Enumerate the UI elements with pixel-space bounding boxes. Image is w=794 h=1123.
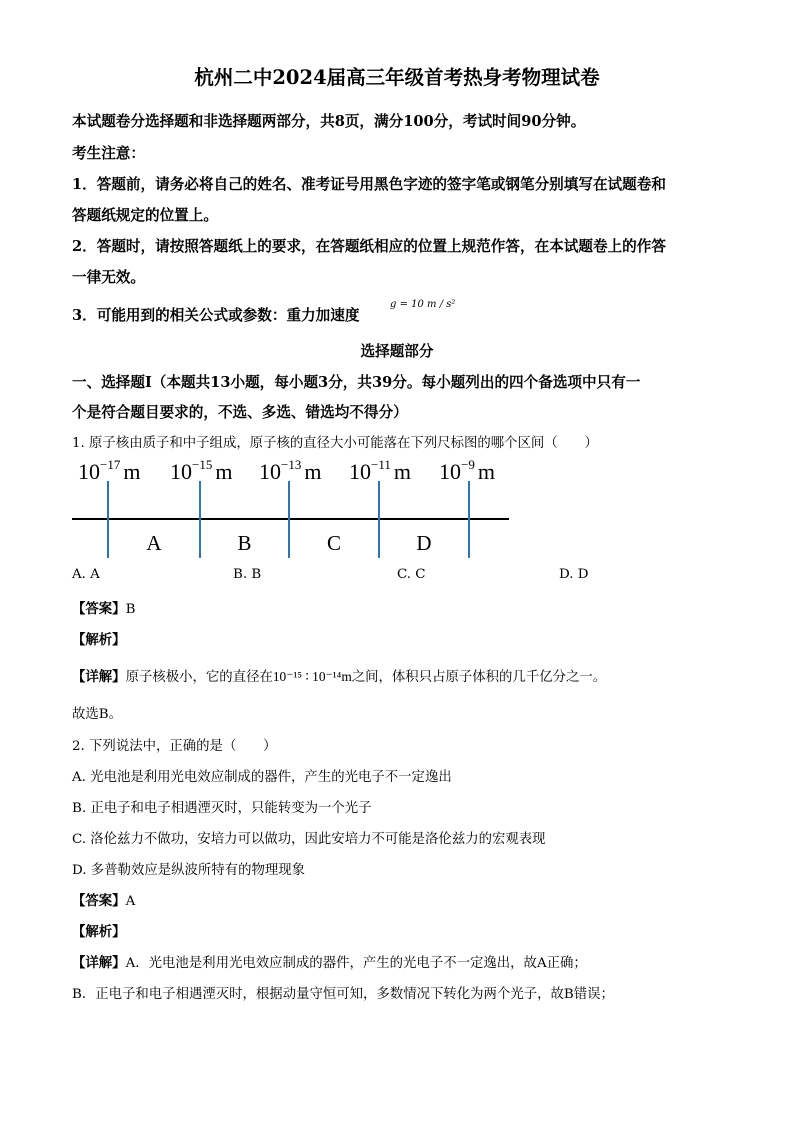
answer-tag: 【答案】: [72, 893, 126, 909]
q2-answer-value: A: [125, 894, 136, 909]
q1-option-a[interactable]: A. A: [72, 567, 100, 582]
scale-tick-label: $10^{-9}$ m: [439, 457, 495, 484]
q2-stem: 2. 下列说法中，正确的是（ ）: [72, 739, 277, 754]
q2-detail-a: [72, 952, 587, 971]
scale-tick-label: $10^{-11}$ m: [349, 457, 411, 484]
q1-stem: 1. 原子核由质子和中子组成，原子核的直径大小可能落在下列尺标图的哪个区间（ ）: [72, 436, 598, 451]
notice-heading: 考生注意：: [72, 145, 145, 162]
part-1-instructions-line-1: 一、选择题Ⅰ（本题共13小题，每小题3分，共39分。每小题列出的四个备选项中只有一: [72, 374, 641, 391]
q1-option-d[interactable]: D. D: [559, 567, 589, 582]
scale-tick-label: $10^{-13}$ m: [259, 457, 322, 484]
detail-tag: 【详解】: [72, 669, 126, 685]
q1-detail: [72, 666, 606, 685]
gravity-formula: g = 10 m / s²: [390, 299, 456, 310]
answer-tag: 【答案】: [72, 601, 126, 617]
q1-conclusion: 故选B。: [72, 707, 123, 722]
q1-option-b[interactable]: B. B: [233, 567, 262, 582]
section-title: 选择题部分: [360, 343, 434, 360]
scale-region-label: D: [416, 531, 432, 555]
scale-region-label: A: [146, 531, 162, 555]
q1-answer: [72, 598, 135, 617]
q2-answer: [72, 890, 135, 909]
note-3: 3．可能用到的相关公式或参数：重力加速度: [72, 307, 360, 324]
q2-option-c[interactable]: C. 洛伦兹力不做功，安培力可以做功，因此安培力不可能是洛伦兹力的宏观表现: [72, 832, 546, 847]
page-title: 杭州二中2024届高三年级首考热身考物理试卷: [194, 66, 600, 89]
note-1-line-1: 1．答题前，请务必将自己的姓名、准考证号用黑色字迹的签字笔或钢笔分别填写在试题卷和: [72, 176, 666, 193]
note-2-line-2: 一律无效。: [72, 269, 145, 286]
q1-detail-math: 10⁻¹⁵ ∶ 10⁻¹⁴m: [272, 669, 352, 684]
q2-option-b[interactable]: B. 正电子和电子相遇湮灭时，只能转变为一个光子: [72, 801, 372, 816]
q1-analysis-tag: 【解析】: [72, 632, 126, 648]
q2-option-a[interactable]: A. 光电池是利用光电效应制成的器件，产生的光电子不一定逸出: [72, 770, 452, 785]
q1-detail-pre: 原子核极小，它的直径在: [125, 670, 273, 685]
scale-region-label: B: [237, 531, 252, 555]
q2-analysis-tag: 【解析】: [72, 924, 126, 940]
q1-answer-value: B: [125, 602, 136, 617]
intro-text: 本试题卷分选择题和非选择题两部分，共8页，满分100分，考试时间90分钟。: [72, 113, 586, 130]
scale-tick-label: $10^{-15}$ m: [170, 457, 233, 484]
q2-detail-a-text: A．光电池是利用光电效应制成的器件，产生的光电子不一定逸出，故A正确；: [125, 956, 587, 971]
q2-option-d[interactable]: D. 多普勒效应是纵波所特有的物理现象: [72, 863, 306, 878]
scale-diagram: [72, 455, 522, 565]
q2-detail-b: B．正电子和电子相遇湮灭时，根据动量守恒可知，多数情况下转化为两个光子，故B错误；: [72, 987, 614, 1002]
scale-region-label: C: [326, 531, 342, 555]
part-1-instructions-line-2: 个是符合题目要求的，不选、多选、错选均不得分）: [72, 404, 408, 421]
q1-scale-figure: [72, 455, 522, 565]
note-1-line-2: 答题纸规定的位置上。: [72, 207, 218, 224]
q1-option-c[interactable]: C. C: [397, 567, 426, 582]
q1-detail-post: 之间，体积只占原子体积的几千亿分之一。: [351, 670, 607, 685]
detail-tag: 【详解】: [72, 955, 126, 971]
note-2-line-1: 2．答题时，请按照答题纸上的要求，在答题纸相应的位置上规范作答，在本试题卷上的作答: [72, 238, 666, 255]
scale-tick-label: $10^{-17}$ m: [78, 457, 141, 484]
